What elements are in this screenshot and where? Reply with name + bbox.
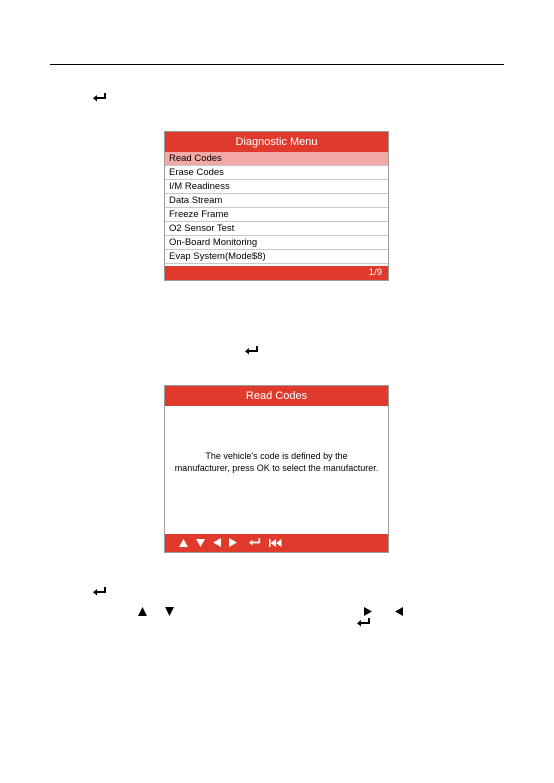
menu-item-evap-system[interactable]: Evap System(Mode$8) bbox=[165, 250, 388, 264]
menu-item-data-stream[interactable]: Data Stream bbox=[165, 194, 388, 208]
read-codes-screen bbox=[164, 385, 389, 553]
menu-item-on-board-monitoring[interactable]: On-Board Monitoring bbox=[165, 236, 388, 250]
enter-key-icon bbox=[93, 587, 107, 597]
diagnostic-menu-list bbox=[165, 152, 388, 264]
message-line-2: manufacturer, press OK to select the manufacturer. bbox=[174, 463, 379, 473]
menu-item-read-codes[interactable]: Read Codes bbox=[165, 152, 388, 166]
menu-item-o2-sensor-test[interactable]: O2 Sensor Test bbox=[165, 222, 388, 236]
diagnostic-menu-title: Diagnostic Menu bbox=[165, 132, 388, 152]
enter-key-icon[interactable] bbox=[249, 534, 261, 552]
page-header-rule bbox=[50, 64, 504, 65]
up-arrow-icon[interactable] bbox=[179, 534, 188, 552]
down-arrow-icon bbox=[165, 603, 174, 621]
enter-key-icon bbox=[245, 346, 259, 356]
first-page-icon[interactable] bbox=[269, 534, 283, 552]
read-codes-message bbox=[165, 450, 388, 474]
down-arrow-icon[interactable] bbox=[196, 534, 205, 552]
diagnostic-menu-screen bbox=[164, 131, 389, 281]
enter-key-icon bbox=[93, 93, 107, 103]
menu-item-erase-codes[interactable]: Erase Codes bbox=[165, 166, 388, 180]
up-arrow-icon bbox=[138, 603, 147, 621]
menu-page-indicator: 1/9 bbox=[165, 266, 388, 280]
left-arrow-icon[interactable] bbox=[213, 534, 221, 552]
right-arrow-icon[interactable] bbox=[229, 534, 237, 552]
enter-key-icon bbox=[357, 618, 371, 628]
menu-item-im-readiness[interactable]: I/M Readiness bbox=[165, 180, 388, 194]
left-arrow-icon bbox=[395, 603, 403, 621]
read-codes-title: Read Codes bbox=[165, 386, 388, 406]
message-line-1: The vehicle's code is defined by the bbox=[205, 451, 348, 461]
read-codes-nav-bar bbox=[165, 534, 388, 552]
menu-item-freeze-frame[interactable]: Freeze Frame bbox=[165, 208, 388, 222]
